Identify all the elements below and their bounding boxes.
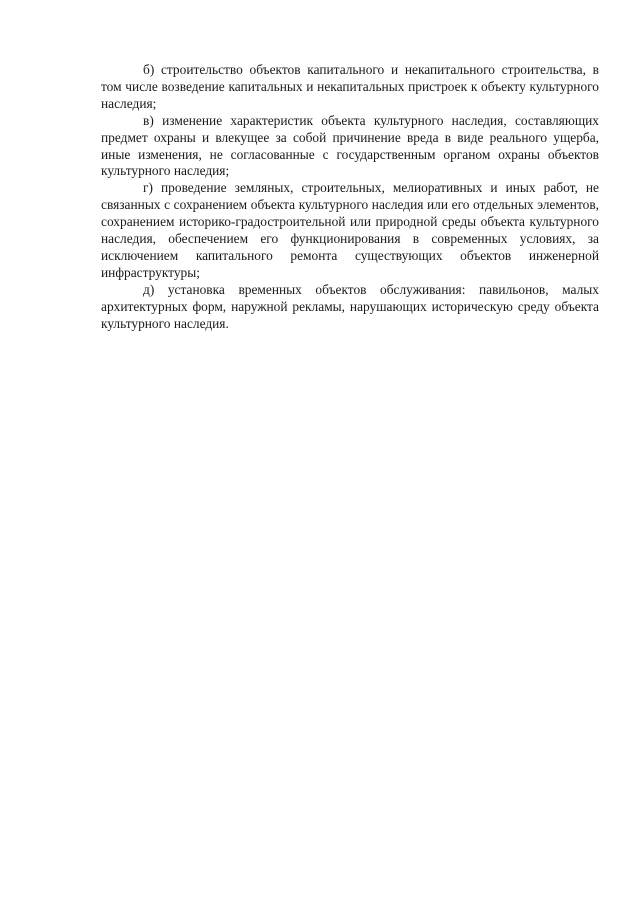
paragraph-g: г) проведение земляных, строительных, мелиоративных и иных работ, не связанных с сохранением объекта культурного наследия или его отдельных элементов, сохранением историко-градостроительной или природной среды объекта культурного наследия, обеспечением его функционирования в современных условиях, за исключением капитального ремонта существующих объектов инженерной инфраструктуры; [101,180,599,280]
paragraph-v: в) изменение характеристик объекта культурного наследия, составляющих предмет охраны и влекущее за собой причинение вреда в виде реального ущерба, иные изменения, не согласованные с государственным органом охраны объектов культурного наследия; [101,112,599,179]
paragraph-d: д) установка временных объектов обслуживания: павильонов, малых архитектурных форм, наружной рекламы, нарушающих историческую среду объекта культурного наследия. [101,281,599,331]
document-body [101,62,599,333]
paragraph-b: б) строительство объектов капитального и некапитального строительства, в том числе возведение капитальных и некапитальных пристроек к объекту культурного наследия; [101,62,599,111]
